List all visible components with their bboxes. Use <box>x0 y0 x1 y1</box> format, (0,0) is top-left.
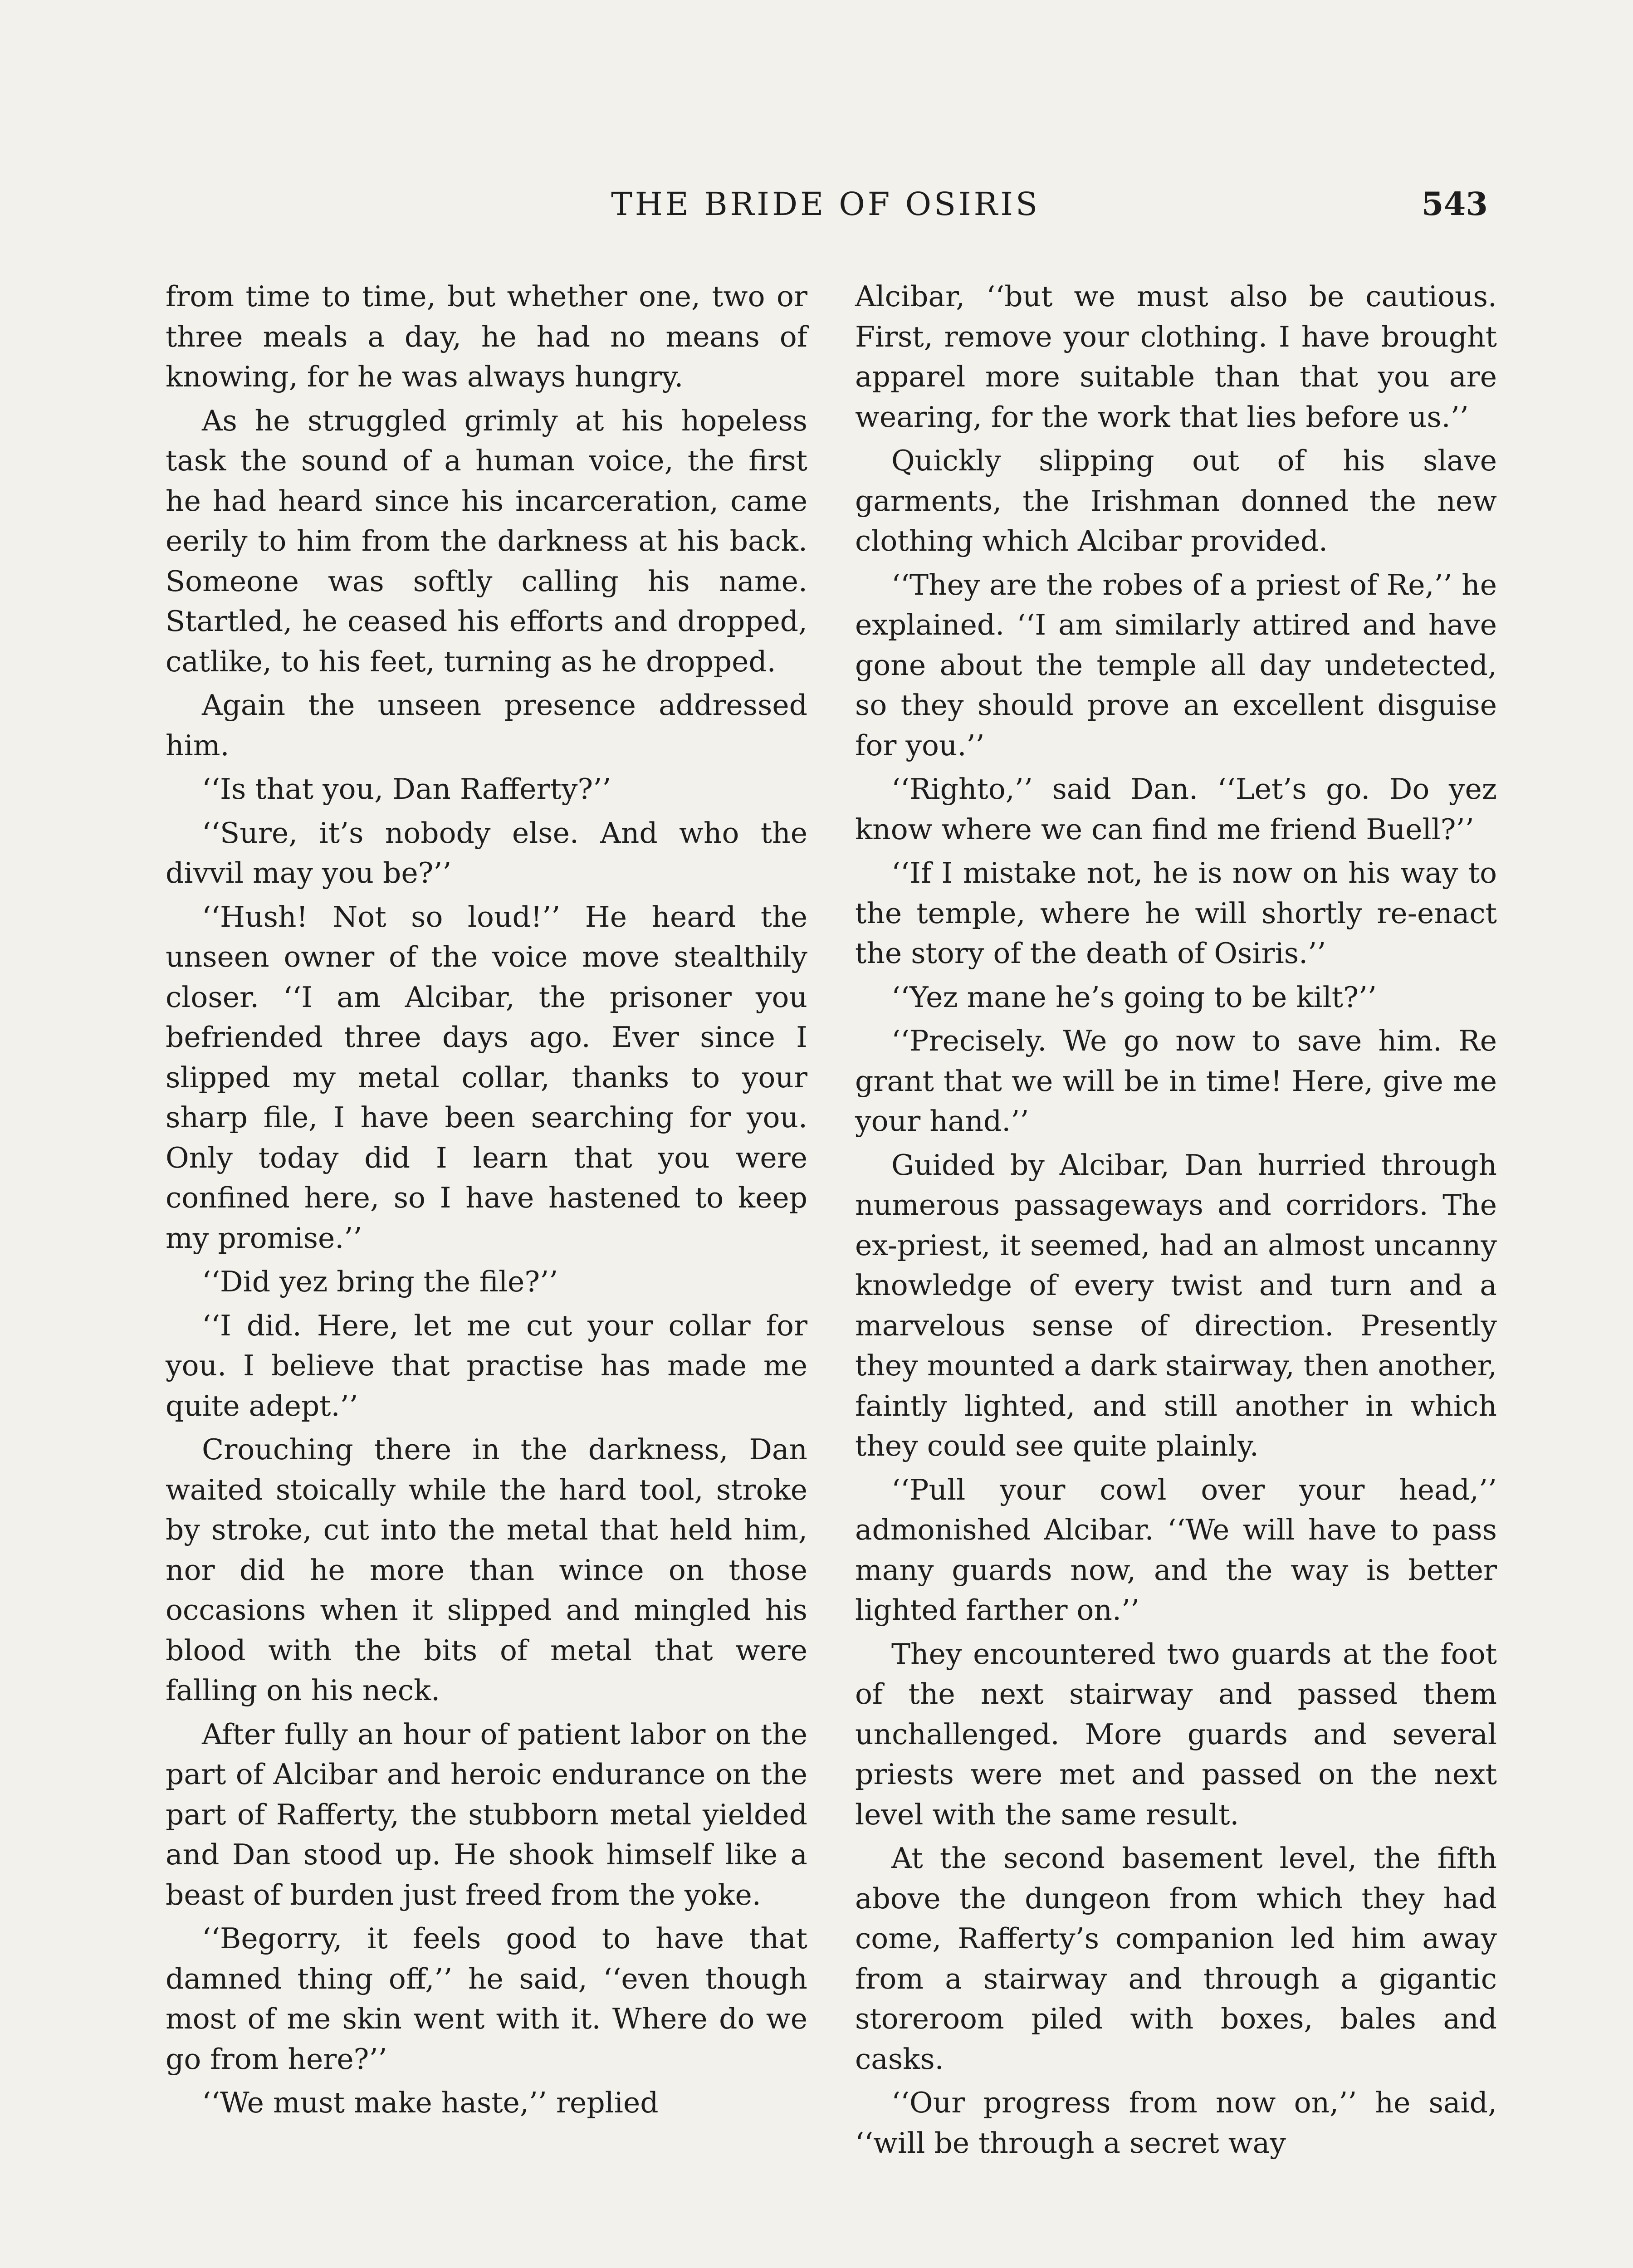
paragraph: As he struggled grimly at his hopeless task the sound of a human voice, the first he had heard since his incarceration, came eerily to him from the darkness at his back. Someone was softly calling his name. Startled, he ceased his efforts and dropped, catlike, to his feet, turning as he dropped. <box>166 404 807 678</box>
paragraph: from time to time, but whether one, two or three meals a day, he had no means of knowing, for he was always hungry. <box>166 280 807 393</box>
paragraph: ‘‘I did. Here, let me cut your collar for you. I believe that practise has made me quite adept.’’ <box>166 1309 807 1422</box>
paragraph: After fully an hour of patient labor on the part of Alcibar and heroic endurance on the part of Rafferty, the stubborn metal yielded and Dan stood up. He shook himself like a beast of burden just freed from the yoke. <box>166 1717 807 1911</box>
left-column <box>166 277 807 2127</box>
paragraph: ‘‘Begorry, it feels good to have that damned thing off,’’ he said, ‘‘even though most of me skin went with it. Where do we go from here?’’ <box>166 1922 807 2076</box>
paragraph: Guided by Alcibar, Dan hurried through numerous passageways and corridors. The ex-priest, it seemed, had an almost uncanny knowledge of every twist and turn and a marvelous sense of direction. Presently they mounted a dark stairway, then another, faintly lighted, and still another in which they could see quite plainly. <box>855 1148 1497 1462</box>
paragraph: ‘‘Precisely. We go now to save him. Re grant that we will be in time! Here, give me your hand.’’ <box>855 1024 1497 1138</box>
paragraph: Alcibar, ‘‘but we must also be cautious. First, remove your clothing. I have brought apparel more suitable than that you are wearing, for the work that lies before us.’’ <box>855 280 1497 434</box>
running-title: THE BRIDE OF OSIRIS <box>611 186 1040 223</box>
paragraph: ‘‘Did yez bring the file?’’ <box>202 1265 558 1298</box>
paragraph: ‘‘Righto,’’ said Dan. ‘‘Let’s go. Do yez know where we can find me friend Buell?’’ <box>855 772 1497 846</box>
paragraph: ‘‘Yez mane he’s going to be kilt?’’ <box>891 980 1377 1014</box>
paragraph: At the second basement level, the fifth above the dungeon from which they had come, Rafferty’s companion led him away from a stairway and through a gigantic storeroom piled with boxes, bales and casks. <box>855 1842 1497 2076</box>
paragraph: ‘‘They are the robes of a priest of Re,’’ he explained. ‘‘I am similarly attired and have gone about the temple all day undetected, so they should prove an excellent disguise for you.’’ <box>855 568 1497 762</box>
paragraph: Quickly slipping out of his slave garments, the Irishman donned the new clothing which Alcibar provided. <box>855 444 1497 557</box>
paragraph: Again the unseen presence addressed him. <box>166 689 807 762</box>
paragraph: ‘‘Our progress from now on,’’ he said, ‘‘will be through a secret way <box>855 2086 1497 2160</box>
paragraph: ‘‘Pull your cowl over your head,’’ admonished Alcibar. ‘‘We will have to pass many guards now, and the way is better lighted farther on.’’ <box>855 1473 1497 1627</box>
paragraph: ‘‘Sure, it’s nobody else. And who the divvil may you be?’’ <box>166 816 807 890</box>
page-header <box>163 179 1488 229</box>
paragraph: ‘‘Hush! Not so loud!’’ He heard the unseen owner of the voice move stealthily closer. ‘‘I am Alcibar, the prisoner you befriended three days ago. Ever since I slipped my metal collar, thanks to your sharp file, I have been searching for you. Only today did I learn that you were confined here, so I have hastened to keep my promise.’’ <box>166 900 807 1255</box>
paragraph: They encountered two guards at the foot of the next stairway and passed them unchallenged. More guards and several priests were met and passed on the next level with the same result. <box>855 1637 1497 1831</box>
paragraph: Crouching there in the darkness, Dan waited stoically while the hard tool, stroke by stroke, cut into the metal that held him, nor did he more than wince on those occasions when it slipped and mingled his blood with the bits of metal that were falling on his neck. <box>166 1433 807 1707</box>
page-number: 543 <box>1421 185 1488 223</box>
paragraph: ‘‘Is that you, Dan Rafferty?’’ <box>202 772 611 806</box>
right-column <box>855 277 1497 2167</box>
paragraph: ‘‘If I mistake not, he is now on his way to the temple, where he will shortly re-enact the story of the death of Osiris.’’ <box>855 856 1497 970</box>
paragraph: ‘‘We must make haste,’’ replied <box>202 2086 659 2119</box>
